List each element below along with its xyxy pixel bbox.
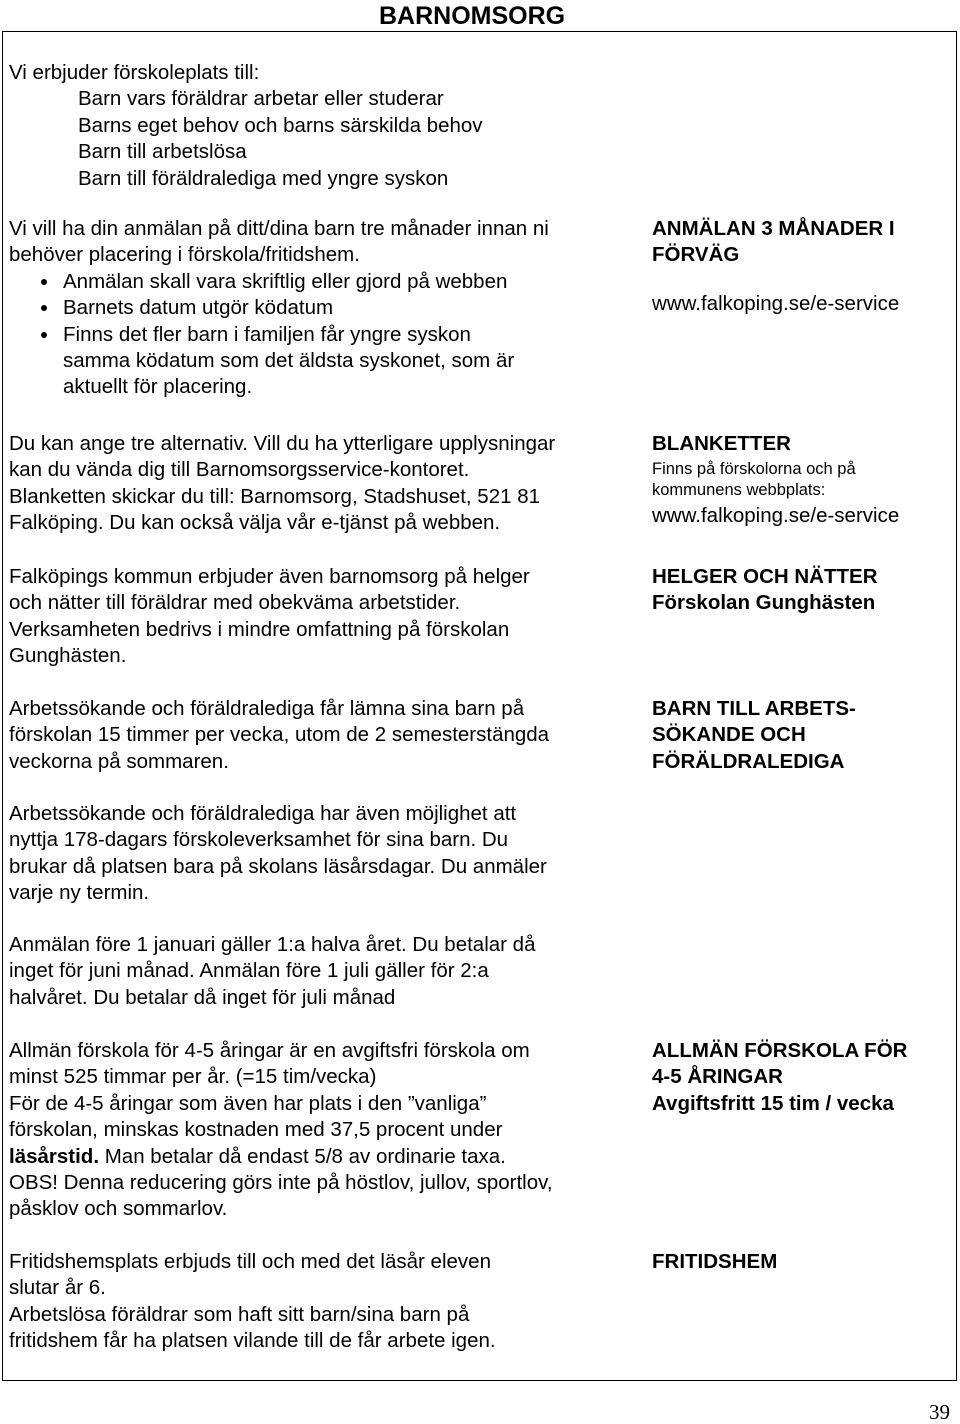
allman-section	[9, 1038, 553, 1223]
paragraph-line	[9, 1144, 553, 1170]
paragraph-line: varje ny termin.	[9, 881, 150, 905]
sidebar-heading: ANMÄLAN 3 MÅNADER I	[652, 217, 895, 240]
sidebar-heading: Förskolan Gunghästen	[652, 591, 876, 615]
paragraph-line: Arbetssökande och föräldralediga får lämna sina barn på	[9, 697, 525, 720]
bullet-text: Barnets datum utgör ködatum	[63, 296, 334, 320]
allman-sidebar	[652, 1038, 907, 1117]
sidebar-heading: Avgiftsfritt 15 tim / vecka	[652, 1091, 894, 1115]
paragraph-line: Gunghästen.	[9, 644, 127, 668]
bullet-continuation: samma ködatum som det äldsta syskonet, som är	[63, 349, 515, 373]
anmalan-section	[9, 216, 549, 401]
paragraph-line: påsklov och sommarlov.	[9, 1197, 228, 1221]
arbetssokande-section	[9, 696, 549, 775]
arbetssokande-sidebar	[652, 696, 856, 775]
fritids-heading: FRITIDSHEM	[652, 1250, 778, 1273]
paragraph-line: För de 4-5 åringar som även har plats i den ”vanliga”	[9, 1091, 487, 1115]
sidebar-heading: BARN TILL ARBETS-	[652, 697, 856, 720]
paragraph-line: slutar år 6.	[9, 1276, 106, 1300]
page-title: BARNOMSORG	[379, 2, 566, 30]
paragraph-line: minst 525 timmar per år. (=15 tim/vecka)	[9, 1065, 377, 1089]
januari-section	[9, 932, 535, 1011]
list-item	[9, 295, 549, 321]
paragraph-line: halvåret. Du betalar då inget för juli månad	[9, 985, 396, 1009]
intro-section	[9, 60, 483, 192]
paragraph-line: Falköpings kommun erbjuder även barnomsorg på helger	[9, 565, 530, 588]
bullet-text: Finns det fler barn i familjen får yngre syskon	[63, 322, 471, 346]
anmalan-bullet-list	[9, 269, 549, 348]
anmalan-link[interactable]: www.falkoping.se/e-service	[652, 292, 900, 315]
blanketter-note	[652, 459, 856, 501]
paragraph-line: brukar då platsen bara på skolans läsårsdagar. Du anmäler	[9, 854, 547, 878]
paragraph-line: kan du vända dig till Barnomsorgsservice-kontoret.	[9, 458, 470, 482]
anmalan-line: behöver placering i förskola/fritidshem.	[9, 243, 360, 267]
bullet-icon	[41, 305, 47, 311]
paragraph-line: Fritidshemsplats erbjuds till och med det läsår eleven	[9, 1250, 491, 1273]
sidebar-note-line: kommunens webbplats:	[652, 481, 826, 499]
emphasis-text: läsårstid.	[9, 1144, 100, 1168]
sidebar-heading: HELGER OCH NÄTTER	[652, 565, 878, 588]
paragraph-line: Arbetssökande och föräldralediga har även möjlighet att	[9, 802, 517, 825]
sidebar-heading: SÖKANDE OCH	[652, 723, 806, 747]
intro-item: Barn till föräldralediga med yngre syskon	[78, 166, 449, 190]
list-item	[9, 269, 549, 295]
paragraph-line: förskolan, minskas kostnaden med 37,5 procent under	[9, 1118, 503, 1142]
intro-item: Barn vars föräldrar arbetar eller studerar	[78, 87, 444, 111]
sidebar-heading: 4-5 ÅRINGAR	[652, 1065, 783, 1089]
blanketter-heading: BLANKETTER	[652, 432, 791, 455]
paragraph-line: Du kan ange tre alternativ. Vill du ha ytterligare upplysningar	[9, 432, 556, 455]
page-number: 39	[929, 1400, 950, 1424]
paragraph-line: nyttja 178-dagars förskoleverksamhet för sina barn. Du	[9, 828, 509, 852]
intro-item: Barns eget behov och barns särskilda behov	[78, 113, 483, 137]
paragraph-line: Falköping. Du kan också välja vår e-tjänst på webben.	[9, 511, 501, 535]
paragraph-line: Arbetslösa föräldrar som haft sitt barn/sina barn på	[9, 1302, 470, 1326]
paragraph-line: Allmän förskola för 4-5 åringar är en avgiftsfri förskola om	[9, 1039, 530, 1062]
blanketter-link[interactable]: www.falkoping.se/e-service	[652, 504, 900, 527]
paragraph-line: Anmälan före 1 januari gäller 1:a halva året. Du betalar då	[9, 933, 536, 956]
anmalan-sidebar	[652, 216, 895, 269]
intro-item: Barn till arbetslösa	[78, 140, 247, 164]
helger-sidebar	[652, 564, 878, 617]
paragraph-line: och nätter till föräldrar med obekväma arbetstider.	[9, 591, 461, 615]
fritids-section	[9, 1249, 496, 1355]
intro-heading: Vi erbjuder förskoleplats till:	[9, 61, 260, 84]
paragraph-line: OBS! Denna reducering görs inte på höstlov, jullov, sportlov,	[9, 1171, 553, 1195]
bullet-text: Anmälan skall vara skriftlig eller gjord på webben	[63, 269, 508, 293]
alternativ-section	[9, 431, 555, 537]
sidebar-heading: FÖRVÄG	[652, 243, 740, 267]
sidebar-heading: ALLMÄN FÖRSKOLA FÖR	[652, 1039, 908, 1062]
list-item	[9, 322, 549, 348]
paragraph-line: inget för juni månad. Anmälan före 1 juli gäller för 2:a	[9, 959, 489, 983]
paragraph-line: förskolan 15 timmer per vecka, utom de 2 semesterstängda	[9, 723, 550, 747]
paragraph-line: fritidshem får ha platsen vilande till de får arbete igen.	[9, 1329, 496, 1353]
bullet-continuation: aktuellt för placering.	[63, 375, 253, 399]
helger-section	[9, 564, 530, 670]
paragraph-line: Blanketten skickar du till: Barnomsorg, Stadshuset, 521 81	[9, 484, 541, 508]
bullet-icon	[41, 332, 47, 338]
sidebar-heading: FÖRÄLDRALEDIGA	[652, 749, 845, 773]
anmalan-line: Vi vill ha din anmälan på ditt/dina barn tre månader innan ni	[9, 217, 549, 240]
paragraph-line: Verksamheten bedrivs i mindre omfattning på förskolan	[9, 617, 510, 641]
bullet-icon	[41, 279, 47, 285]
paragraph-line: veckorna på sommaren.	[9, 749, 229, 773]
dagars-section	[9, 801, 547, 907]
paragraph-text: Man betalar då endast 5/8 av ordinarie taxa.	[99, 1144, 506, 1168]
sidebar-note-line: Finns på förskolorna och på	[652, 460, 856, 478]
